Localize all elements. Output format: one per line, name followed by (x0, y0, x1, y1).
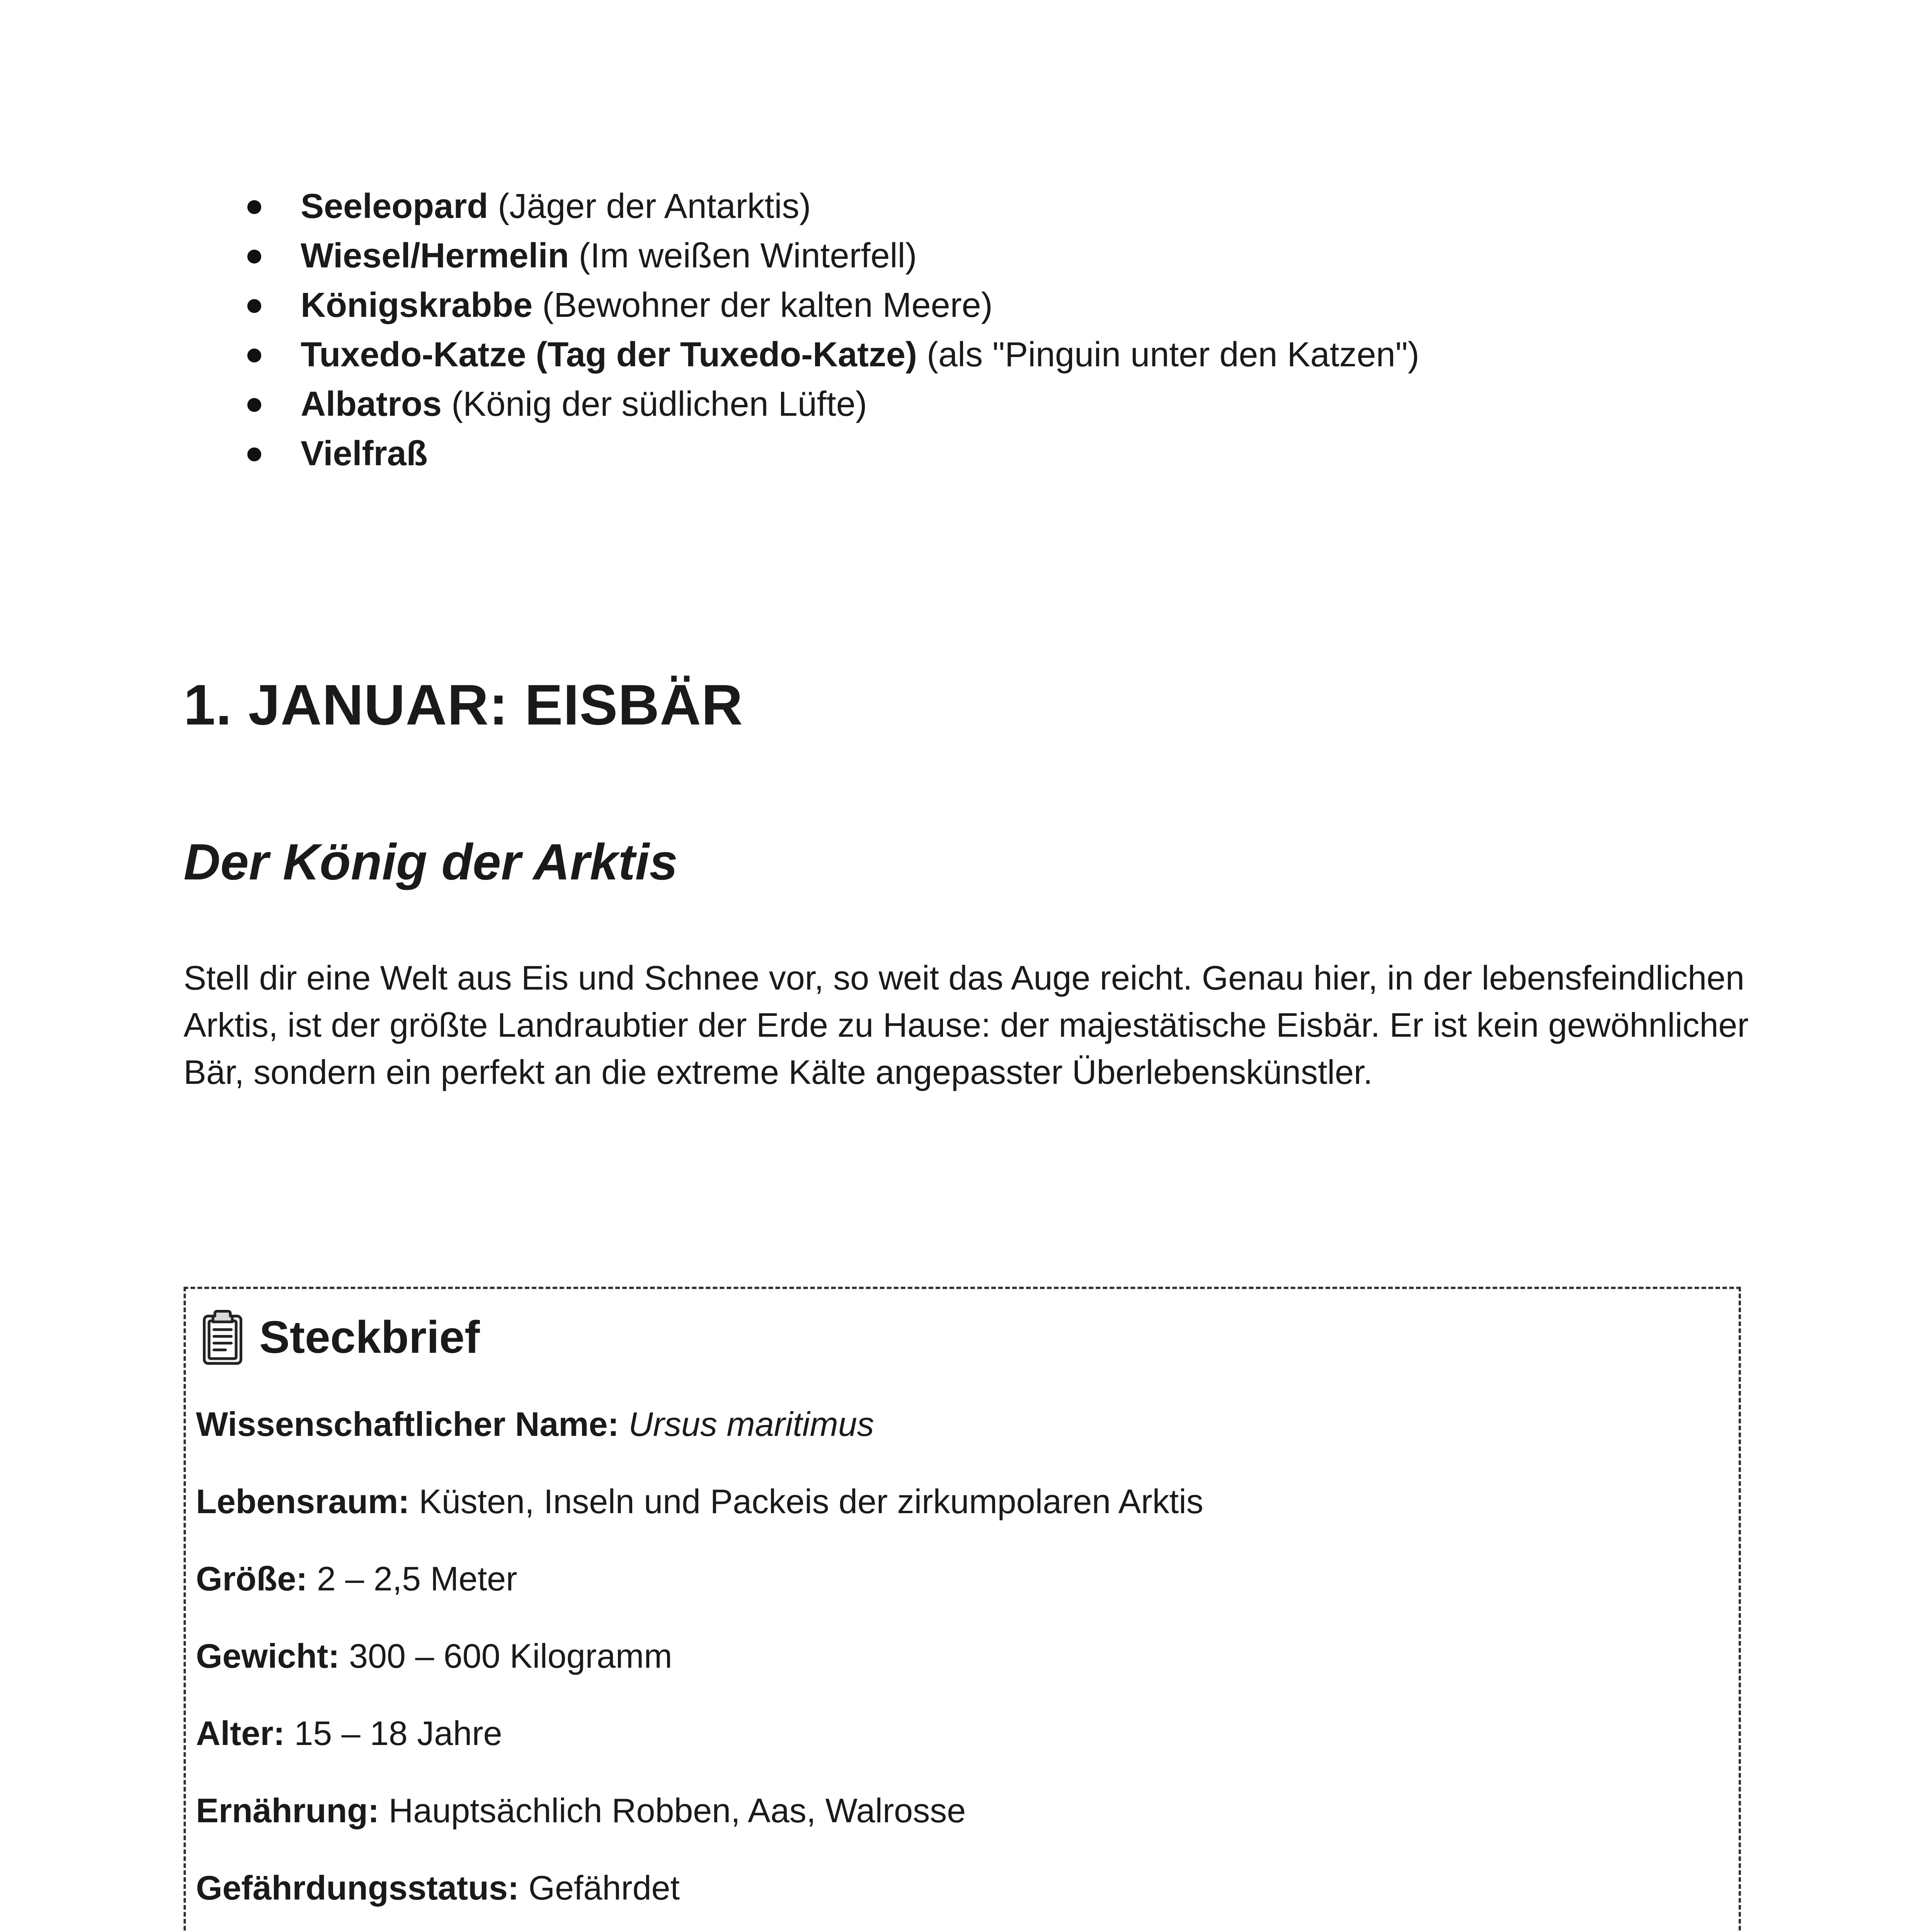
intro-paragraph: Stell dir eine Welt aus Eis und Schnee vor, so weit das Auge reicht. Genau hier, in der lebensfeindlichen Arktis, ist der größte Landraubtier der Erde zu Hause: der majestätische Eisbär. Er ist kein gewöhnlicher Bär, sondern ein perfekt an die extreme Kälte angepasster Überlebenskünstler. (184, 959, 1749, 1091)
bullet-icon (247, 299, 261, 313)
fact-label: Alter: (196, 1714, 285, 1752)
fact-value: 300 – 600 Kilogramm (349, 1637, 672, 1675)
bullet-icon (247, 398, 261, 412)
list-item-name: Albatros (301, 385, 442, 423)
fact-sheet-box (184, 1287, 1741, 1932)
page-subtitle: Der König der Arktis (184, 833, 678, 890)
list-item (247, 231, 1419, 281)
bullet-icon (247, 200, 261, 214)
list-item-name: Königskrabbe (301, 286, 533, 325)
fact-label: Größe: (196, 1560, 308, 1598)
fact-value: Gefährdet (528, 1869, 680, 1907)
list-item (247, 330, 1419, 379)
page-title: 1. JANUAR: EISBÄR (184, 673, 743, 737)
list-item-note: (König der südlichen Lüfte) (442, 385, 867, 423)
list-item-note: (als "Pinguin unter den Katzen") (917, 335, 1419, 374)
fact-label: Wissenschaftlicher Name: (196, 1405, 619, 1443)
fact-row (196, 1791, 1203, 1869)
fact-value: 2 – 2,5 Meter (316, 1560, 517, 1598)
animal-list (247, 182, 1419, 478)
fact-label: Gewicht: (196, 1637, 340, 1675)
list-item (247, 379, 1419, 429)
fact-sheet-header (201, 1308, 480, 1366)
list-item (247, 182, 1419, 231)
bullet-icon (247, 447, 261, 461)
list-item-note: (Bewohner der kalten Meere) (533, 286, 993, 325)
fact-label: Lebensraum: (196, 1482, 410, 1520)
list-item-note: (Jäger der Antarktis) (488, 187, 811, 226)
list-item (247, 281, 1419, 330)
list-item-note: (Im weißen Winterfell) (569, 236, 917, 275)
fact-row (196, 1405, 1203, 1482)
fact-row (196, 1714, 1203, 1791)
fact-label: Ernährung: (196, 1791, 379, 1830)
bullet-icon (247, 349, 261, 362)
fact-value: Küsten, Inseln und Packeis der zirkumpolaren Arktis (419, 1482, 1203, 1520)
bullet-icon (247, 250, 261, 264)
fact-label: Gefährdungsstatus: (196, 1869, 519, 1907)
fact-sheet-title: Steckbrief (259, 1312, 480, 1363)
fact-value: Hauptsächlich Robben, Aas, Walrosse (388, 1791, 966, 1830)
fact-value: 15 – 18 Jahre (294, 1714, 502, 1752)
fact-row (196, 1869, 1203, 1932)
fact-row (196, 1560, 1203, 1637)
fact-row (196, 1482, 1203, 1560)
fact-value: Ursus maritimus (628, 1405, 874, 1443)
clipboard-icon (201, 1308, 244, 1366)
fact-row (196, 1637, 1203, 1714)
list-item-name: Tuxedo-Katze (Tag der Tuxedo-Katze) (301, 335, 917, 374)
list-item-name: Seeleopard (301, 187, 488, 226)
list-item-name: Wiesel/Hermelin (301, 236, 569, 275)
fact-sheet-rows (196, 1405, 1203, 1932)
list-item-name: Vielfraß (301, 434, 428, 473)
list-item (247, 429, 1419, 478)
